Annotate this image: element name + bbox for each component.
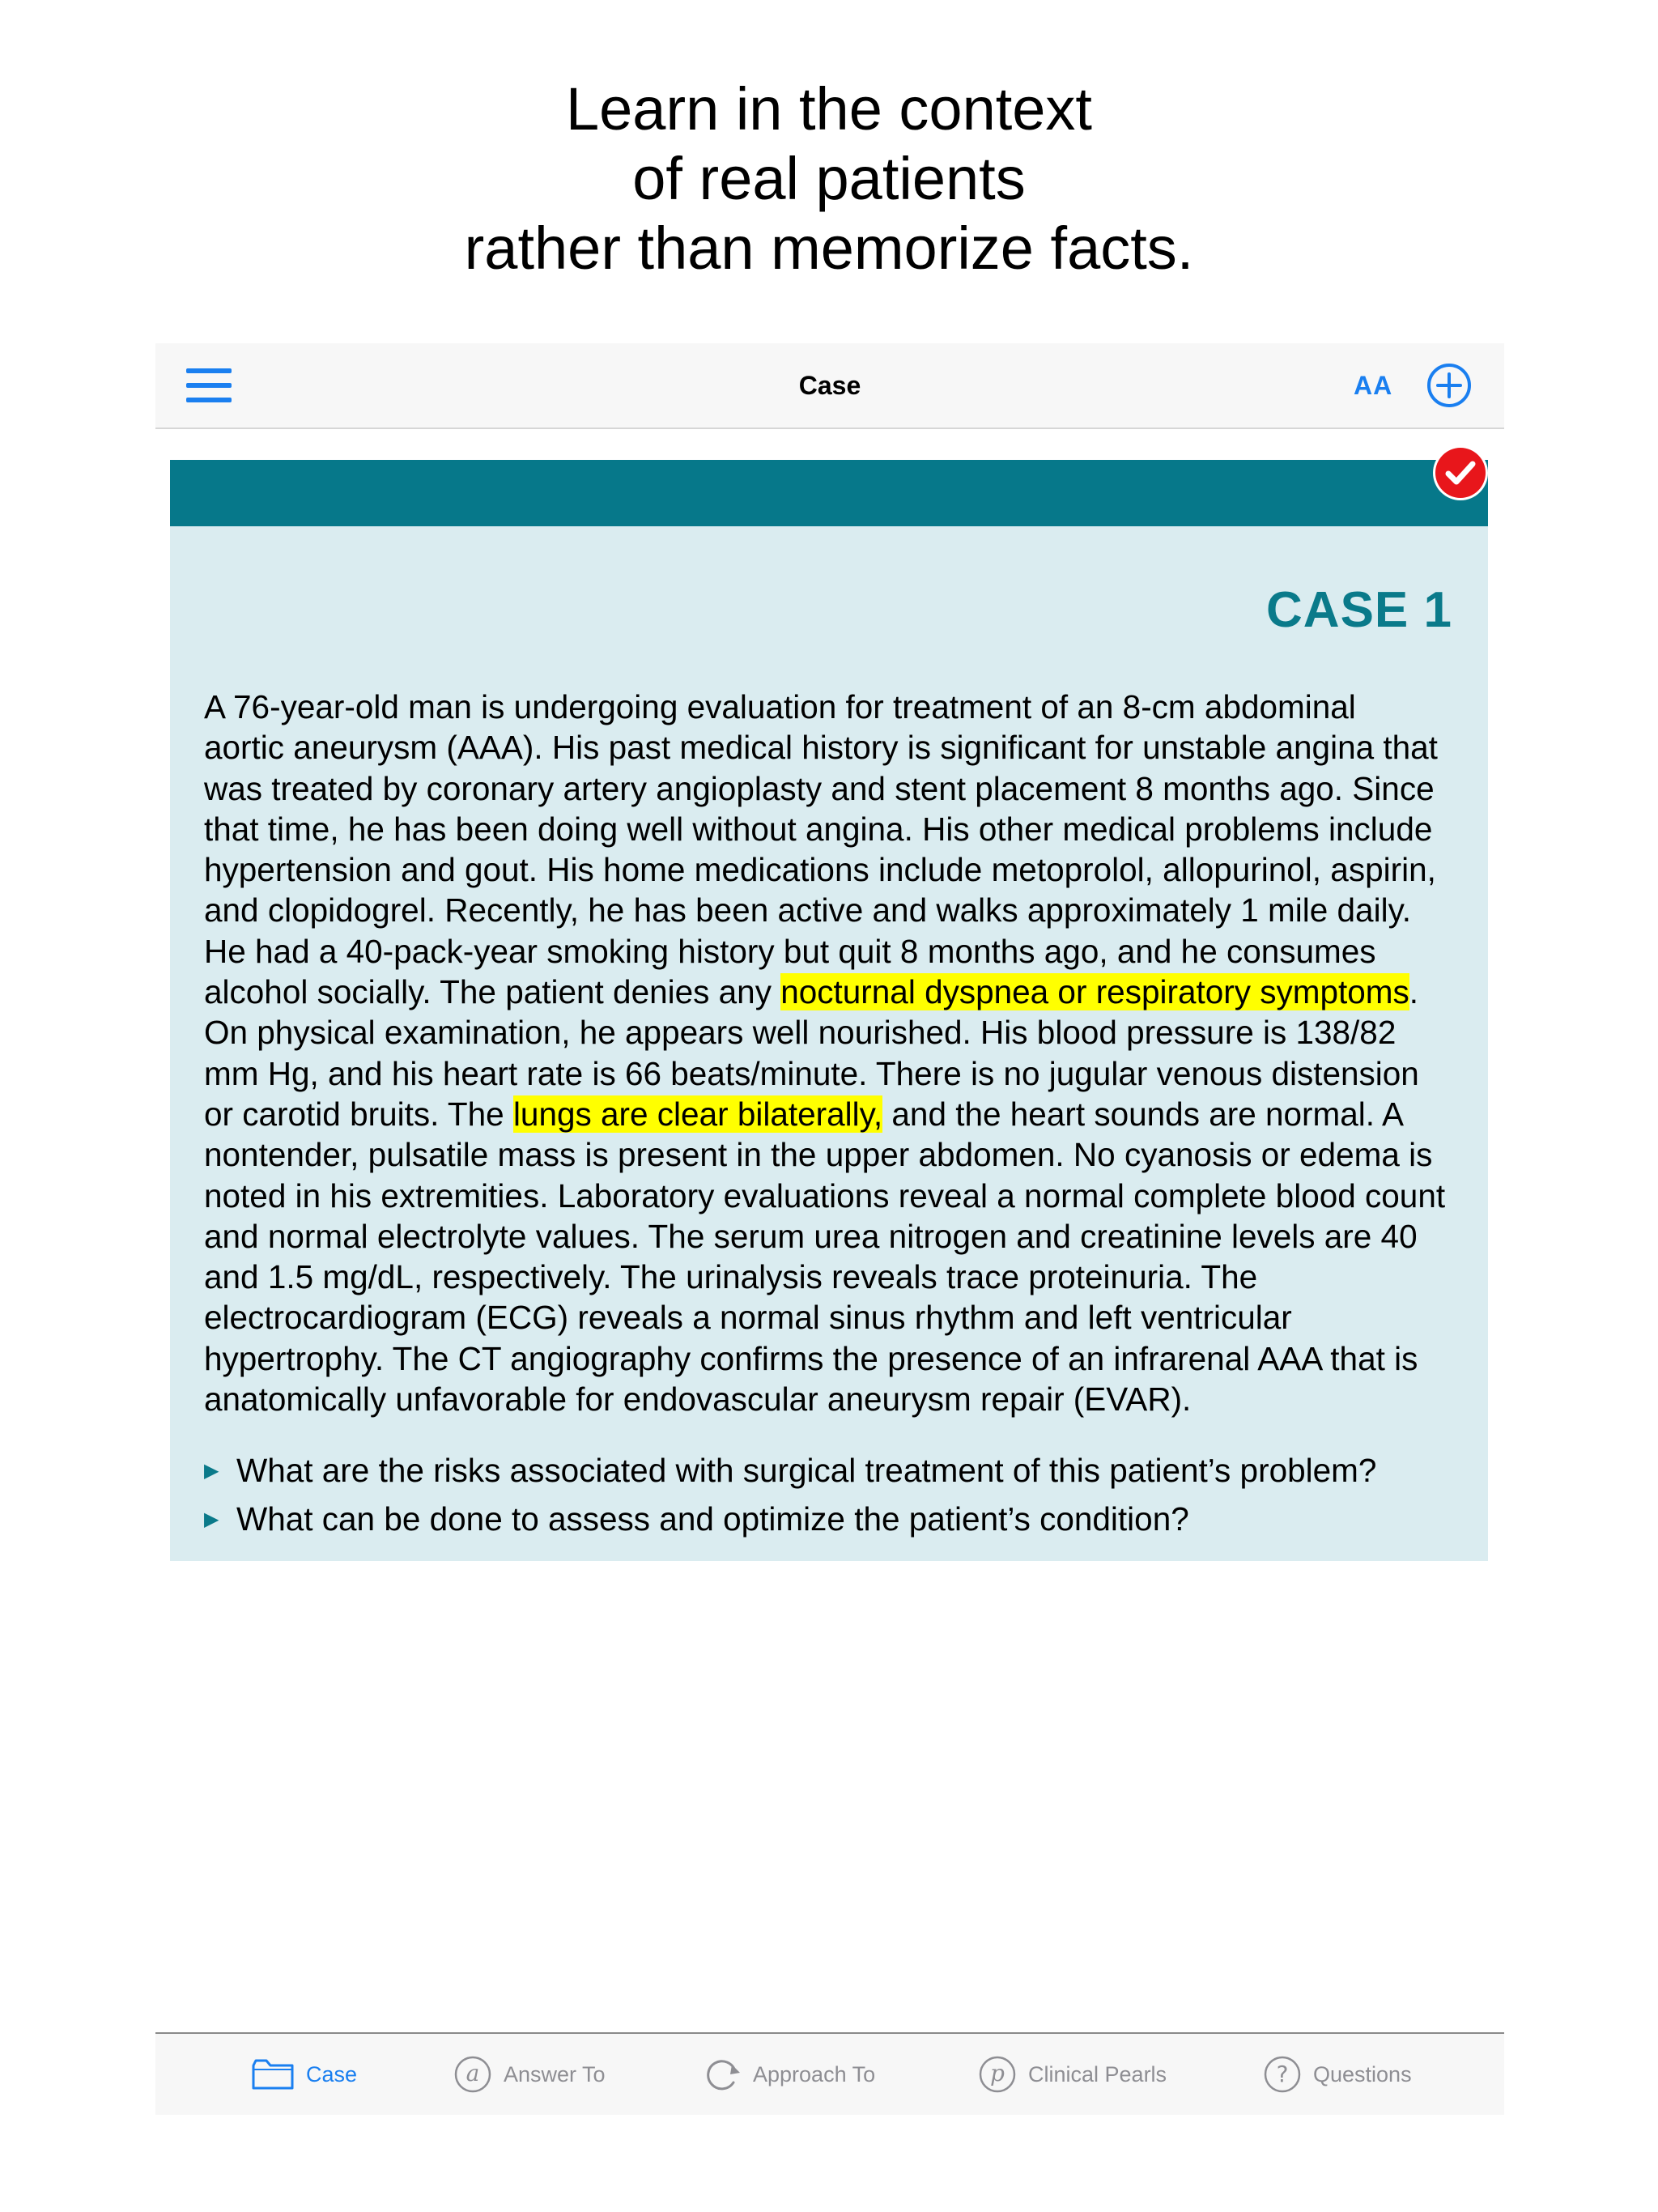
case-text-line xyxy=(204,1134,1467,1175)
case-panel xyxy=(170,460,1488,1561)
question-item xyxy=(204,1446,1467,1495)
case-text-segment: alcohol socially. The patient denies any xyxy=(204,973,781,1011)
app-screen xyxy=(155,343,1504,2113)
case-text-segment: aortic aneurysm (AAA). His past medical history is significant for unstable angina that xyxy=(204,729,1438,767)
font-size-button[interactable]: AA xyxy=(1354,371,1393,400)
tab-label: Case xyxy=(306,2061,358,2087)
case-title: CASE 1 xyxy=(1266,582,1452,638)
case-text-line xyxy=(204,768,1467,809)
tab-approach-to[interactable] xyxy=(703,2034,875,2115)
checkmark-badge-icon[interactable] xyxy=(1431,444,1490,502)
case-text-line xyxy=(204,1297,1467,1338)
case-text-line xyxy=(204,931,1467,972)
case-text-line xyxy=(204,1216,1467,1257)
case-text-line xyxy=(204,727,1467,768)
plus-circle-icon[interactable] xyxy=(1426,363,1472,408)
tab-case[interactable] xyxy=(251,2034,357,2115)
svg-text:p: p xyxy=(990,2060,1005,2087)
headline-line: of real patients xyxy=(632,145,1026,212)
case-text-line xyxy=(204,1379,1467,1419)
case-text-line xyxy=(204,1012,1467,1053)
case-questions xyxy=(204,1446,1467,1543)
case-text-segment: and 1.5 mg/dL, respectively. The urinalysis reveals trace proteinuria. The xyxy=(204,1258,1258,1296)
highlighted-text: lungs are clear bilaterally, xyxy=(512,1095,883,1133)
tab-answer-to[interactable] xyxy=(453,2034,606,2115)
case-text-segment: mm Hg, and his heart rate is 66 beats/minute. There is no jugular venous distension xyxy=(204,1054,1419,1092)
case-description xyxy=(204,687,1467,1419)
case-text-segment: hypertrophy. The CT angiography confirms the presence of an infrarenal AAA that is xyxy=(204,1339,1418,1377)
tab-label: Answer To xyxy=(504,2061,606,2087)
case-text-segment: On physical examination, he appears well nourished. His blood pressure is 138/82 xyxy=(204,1014,1397,1052)
case-text-segment: anatomically unfavorable for endovascular aneurysm repair (EVAR). xyxy=(204,1380,1192,1419)
case-text-segment: noted in his extremities. Laboratory evaluations reveal a normal complete blood count xyxy=(204,1176,1446,1214)
case-text-line xyxy=(204,687,1467,727)
headline-line: Learn in the context xyxy=(566,75,1092,143)
case-text-segment: He had a 40-pack-year smoking history but quit 8 months ago, and he consumes xyxy=(204,932,1376,970)
triangle-bullet-icon: ▶ xyxy=(204,1508,219,1531)
case-text-segment: A 76-year-old man is undergoing evaluation for treatment of an 8-cm abdominal xyxy=(204,688,1356,725)
case-text-line xyxy=(204,972,1467,1012)
question-item xyxy=(204,1495,1467,1543)
rotate-arrow-icon xyxy=(703,2055,742,2094)
tab-questions[interactable] xyxy=(1263,2034,1412,2115)
case-text-segment: . xyxy=(1409,973,1419,1011)
navigation-bar xyxy=(155,343,1504,429)
case-text-line xyxy=(204,809,1467,849)
svg-text:a: a xyxy=(466,2060,480,2087)
highlighted-text: nocturnal dyspnea or respiratory symptoms xyxy=(780,973,1409,1011)
case-text-segment: and normal electrolyte values. The serum urea nitrogen and creatinine levels are 40 xyxy=(204,1217,1418,1255)
case-text-segment: electrocardiogram (ECG) reveals a normal sinus rhythm and left ventricular xyxy=(204,1299,1292,1337)
p-circle-icon xyxy=(978,2055,1017,2094)
case-text-line xyxy=(204,1053,1467,1094)
case-header-band xyxy=(170,460,1488,526)
headline xyxy=(0,74,1658,283)
nav-title: Case xyxy=(798,371,861,400)
question-circle-icon xyxy=(1263,2055,1302,2094)
case-text-line xyxy=(204,890,1467,930)
case-text-line xyxy=(204,849,1467,890)
triangle-bullet-icon: ▶ xyxy=(204,1460,219,1482)
tab-label: Approach To xyxy=(753,2061,876,2087)
tab-label: Clinical Pearls xyxy=(1028,2061,1167,2087)
tab-clinical-pearls[interactable] xyxy=(978,2034,1167,2115)
case-text-segment: hypertension and gout. His home medications include metoprolol, allopurinol, aspirin, xyxy=(204,851,1436,889)
case-text-segment: or carotid bruits. The xyxy=(204,1095,513,1133)
tab-bar xyxy=(155,2032,1504,2115)
case-text-segment: and the heart sounds are normal. A xyxy=(882,1095,1405,1133)
case-text-line xyxy=(204,1338,1467,1379)
case-text-line xyxy=(204,1176,1467,1216)
at-sign-icon xyxy=(453,2055,492,2094)
case-text-line xyxy=(204,1094,1467,1134)
tab-label: Questions xyxy=(1313,2061,1412,2087)
question-text: What are the risks associated with surgical treatment of this patient’s problem? xyxy=(236,1452,1377,1489)
case-text-segment: nontender, pulsatile mass is present in the upper abdomen. No cyanosis or edema is xyxy=(204,1136,1433,1174)
folder-icon xyxy=(251,2058,295,2091)
case-text-segment: was treated by coronary artery angioplasty and stent placement 8 months ago. Since xyxy=(204,769,1435,807)
svg-text:?: ? xyxy=(1276,2061,1289,2087)
case-text-line xyxy=(204,1257,1467,1297)
headline-line: rather than memorize facts. xyxy=(464,215,1194,282)
case-text-segment: and clopidogrel. Recently, he has been active and walks approximately 1 mile daily. xyxy=(204,891,1412,929)
case-text-segment: that time, he has been doing well without angina. His other medical problems include xyxy=(204,810,1433,848)
question-text: What can be done to assess and optimize the patient’s condition? xyxy=(236,1500,1189,1538)
